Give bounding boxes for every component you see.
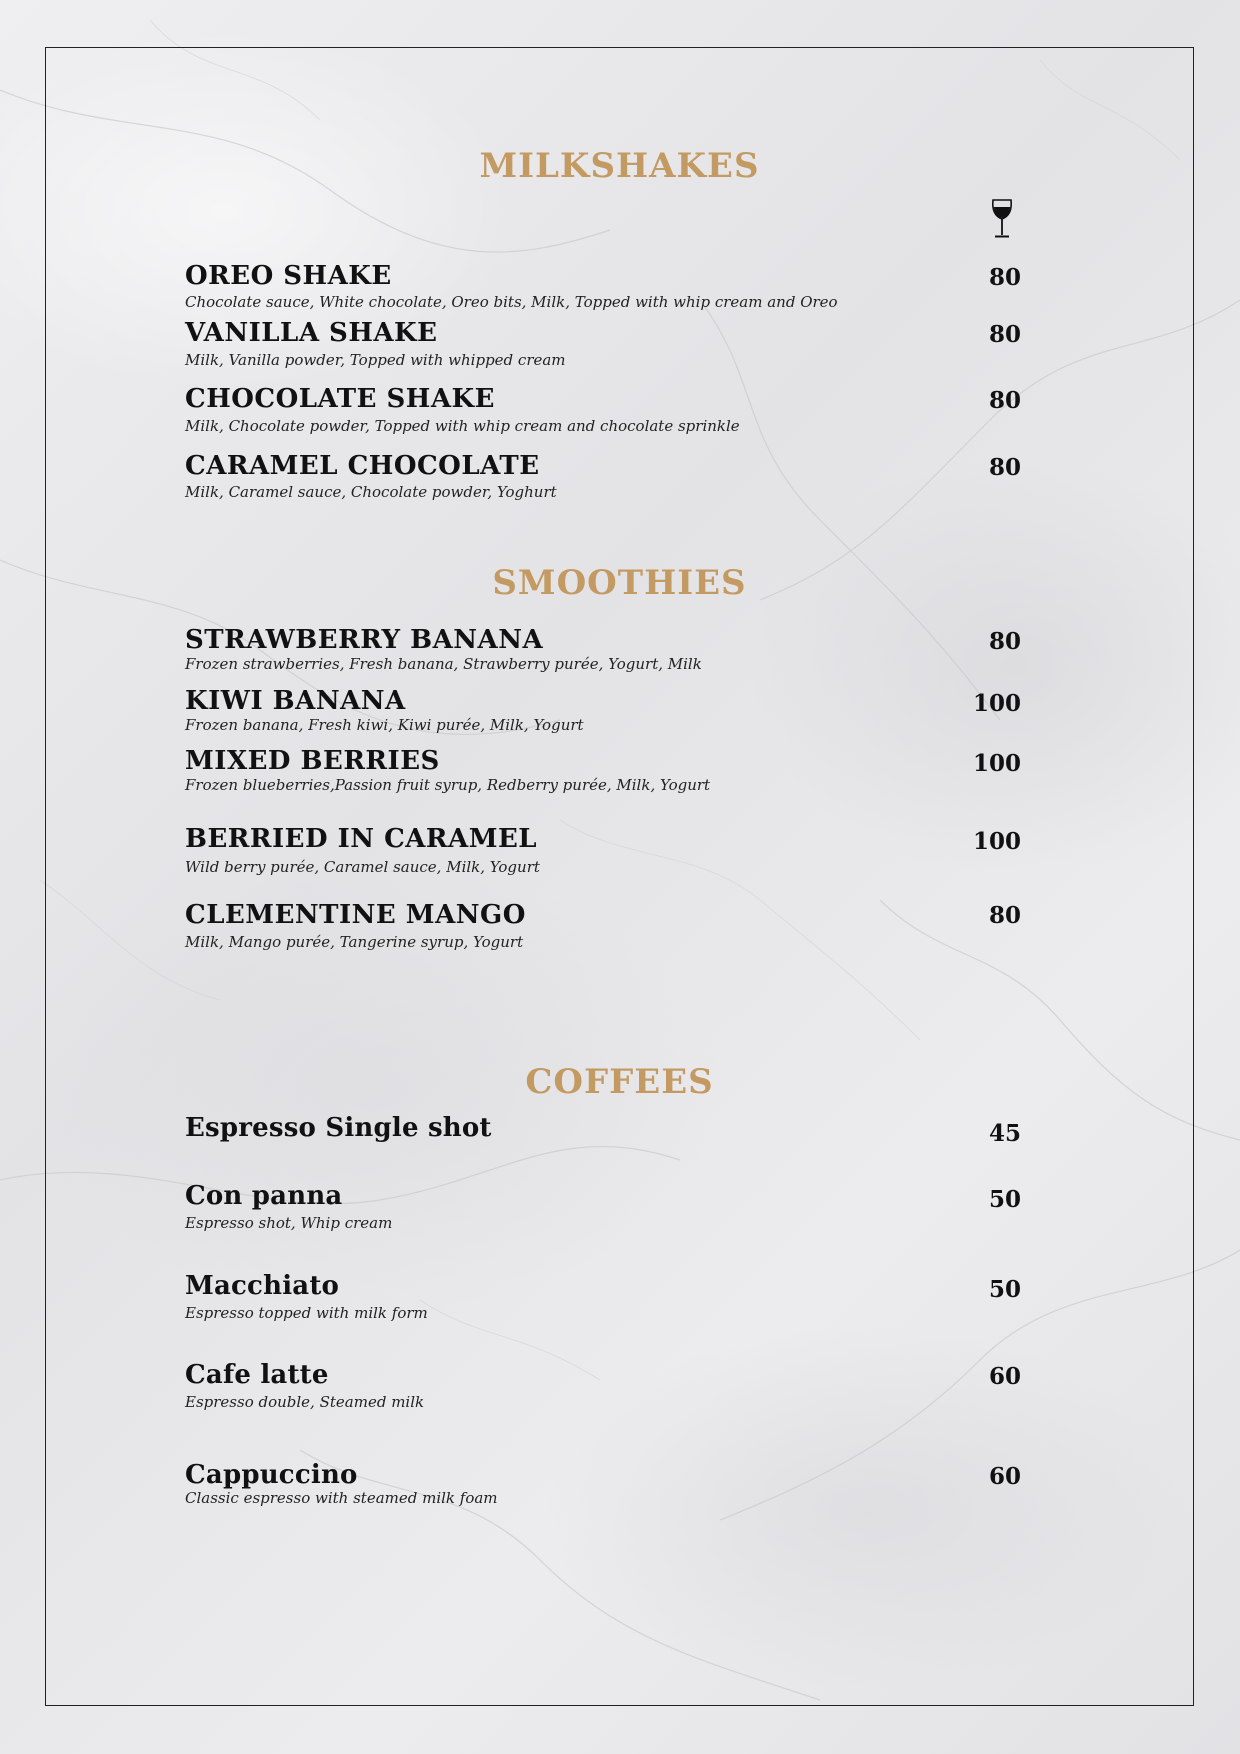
menu-item-name: CHOCOLATE SHAKE: [185, 384, 495, 414]
menu-item-price: 60: [988, 1363, 1021, 1390]
menu-item-description: Espresso double, Steamed milk: [185, 1393, 425, 1411]
menu-item-description: Chocolate sauce, White chocolate, Oreo bits, Milk, Topped with whip cream and Oreo: [185, 293, 838, 311]
menu-item-description: Espresso topped with milk form: [185, 1304, 428, 1322]
menu-item-description: Frozen blueberries,Passion fruit syrup, Redberry purée, Milk, Yogurt: [185, 776, 711, 794]
menu-item-description: Frozen banana, Fresh kiwi, Kiwi purée, Milk, Yogurt: [185, 716, 584, 734]
section-heading-smoothies: SMOOTHIES: [492, 563, 747, 603]
menu-item-price: 100: [972, 750, 1021, 777]
menu-item-description: Wild berry purée, Caramel sauce, Milk, Yogurt: [185, 858, 540, 876]
menu-item-description: Espresso shot, Whip cream: [185, 1214, 393, 1232]
menu-item-description: Milk, Vanilla powder, Topped with whipped cream: [185, 351, 566, 369]
menu-item-description: Milk, Mango purée, Tangerine syrup, Yogurt: [185, 933, 524, 951]
menu-item-name: Cappuccino: [185, 1460, 358, 1490]
wine-glass-icon: [990, 199, 1014, 239]
menu-item-price: 80: [988, 264, 1021, 291]
menu-item-price: 80: [988, 628, 1021, 655]
menu-item-price: 60: [988, 1463, 1021, 1490]
section-heading-coffees: COFFEES: [525, 1062, 714, 1102]
menu-item-name: OREO SHAKE: [185, 261, 392, 291]
menu-item-price: 50: [988, 1276, 1021, 1303]
menu-item-name: MIXED BERRIES: [185, 746, 440, 776]
menu-item-name: Espresso Single shot: [185, 1113, 492, 1143]
menu-item-price: 80: [988, 321, 1021, 348]
menu-item-price: 45: [988, 1120, 1021, 1147]
section-heading-milkshakes: MILKSHAKES: [479, 146, 760, 186]
menu-item-price: 80: [988, 902, 1021, 929]
menu-item-name: BERRIED IN CARAMEL: [185, 824, 538, 854]
menu-item-price: 100: [972, 828, 1021, 855]
menu-item-description: Milk, Caramel sauce, Chocolate powder, Yoghurt: [185, 483, 557, 501]
menu-item-price: 80: [988, 387, 1021, 414]
menu-item-name: VANILLA SHAKE: [185, 318, 438, 348]
menu-item-description: Frozen strawberries, Fresh banana, Strawberry purée, Yogurt, Milk: [185, 655, 702, 673]
menu-item-name: Cafe latte: [185, 1360, 329, 1390]
menu-item-name: CARAMEL CHOCOLATE: [185, 451, 540, 481]
menu-item-description: Classic espresso with steamed milk foam: [185, 1489, 498, 1507]
menu-item-name: KIWI BANANA: [185, 686, 406, 716]
menu-item-price: 50: [988, 1186, 1021, 1213]
menu-item-price: 80: [988, 454, 1021, 481]
menu-item-name: STRAWBERRY BANANA: [185, 625, 544, 655]
menu-item-description: Milk, Chocolate powder, Topped with whip cream and chocolate sprinkle: [185, 417, 740, 435]
menu-item-name: Con panna: [185, 1181, 343, 1211]
menu-item-name: CLEMENTINE MANGO: [185, 900, 526, 930]
menu-item-price: 100: [972, 690, 1021, 717]
menu-item-name: Macchiato: [185, 1271, 340, 1301]
